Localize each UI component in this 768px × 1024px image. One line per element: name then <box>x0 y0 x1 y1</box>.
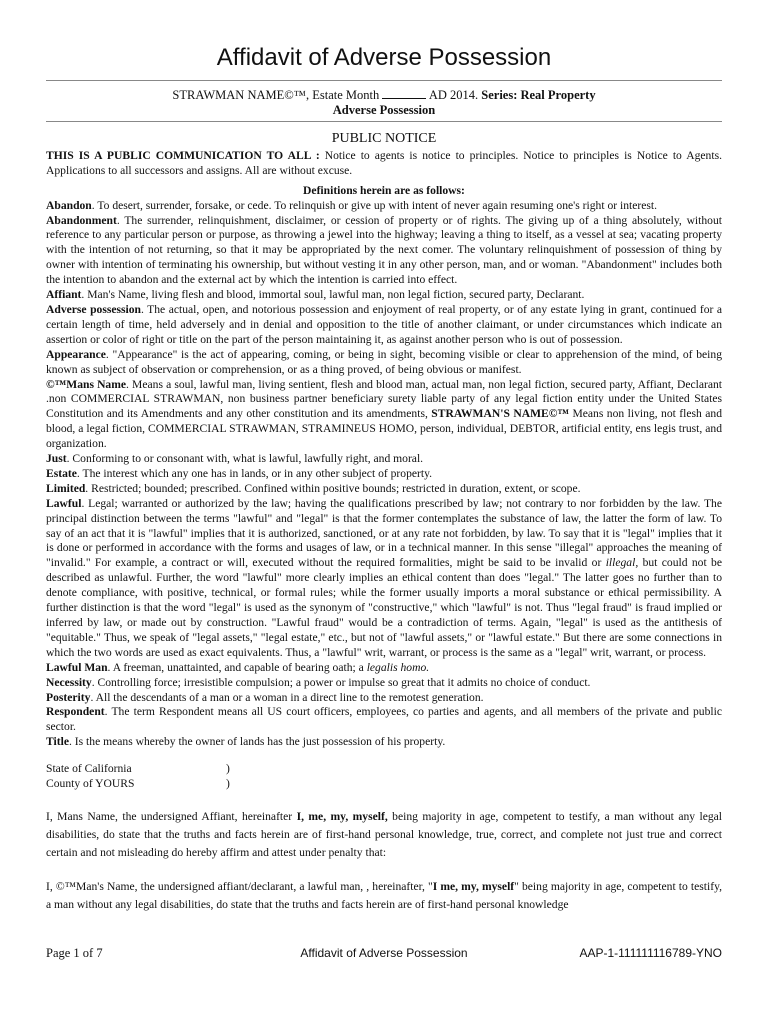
definition-item <box>46 691 722 706</box>
definition-term: Lawful <box>46 496 82 510</box>
definition-text: . "Appearance" is the act of appearing, coming, or being in sight, becoming visible or clear to apprehension of the mind, of being known as subject of observation or comprehension, or as a thing proved, of being obvious or manifest. <box>46 347 722 376</box>
definition-term: Lawful Man <box>46 660 108 674</box>
series-label: Series: Real Property <box>481 88 596 102</box>
definition-item <box>46 214 722 289</box>
definition-term: Necessity <box>46 675 92 689</box>
definition-text: . The surrender, relinquishment, disclaimer, or cession of property or of rights. The giving up of a thing absolutely, without reference to any particular person or purpose, as throwing a jewel into the highway; leaving a thing to itself, as a vessel at sea; vacating property with the intention of not returning, so that it may be appropriated by the next comer. The voluntary relinquishment of possession of thing by owner with intention of terminating his ownership, but without vesting it in any other person, man, and or woman. "Abandonment" includes both the intention to abandon and the external act by which the intention is carried into effect. <box>46 213 722 287</box>
definition-text: . Is the means whereby the owner of lands has the just possession of his property. <box>68 735 446 749</box>
statement-2-text-b: " being majority in age, competent to testify, a man without any legal disabilities, do state that the truths and facts herein are of first-hand personal knowledge <box>46 879 723 911</box>
definition-item <box>46 288 722 303</box>
definition-text: but could not be described as unlawful. Further, the word "lawful" more clearly implies an ethical content than does "legal." The latter goes no further than to denote compliance, with positive, technical, or formal rules; while the former usually imports a moral substance or ethical permissibility. A further distinction is that the word "legal" is used as the synonym of "constructive," which "lawful" is not. Thus "legal fraud" is fraud implied or inferred by law, or made out by construction. "Lawful fraud" would be a contradiction of terms. Again, "legal" is used as the antithesis of "equitable." Thus, we speak of "legal assets," "legal estate," etc., but not of "lawful assets," or "lawful estate." But there are some connections in which the two words are used as exact equivalents. Thus, a "lawful" writ, warrant, or process is the same as a "legal" writ, warrant, or process. <box>46 556 722 659</box>
statement-1-bold: I, me, my, myself, <box>296 809 388 823</box>
county-line <box>46 777 722 792</box>
footer-doc-title: Affidavit of Adverse Possession <box>300 946 468 960</box>
definition-item <box>46 303 722 348</box>
definition-item <box>46 497 722 661</box>
definition-text: . Means a soul, lawful man, living sentient, flesh and blood man, actual man, non legal fiction, secured party, Affiant, Declarant .non COMMERCIAL STRAWMAN, non business partner beneficiary surety liable party of any legal fiction entity under the United States Constitution and its Amendments and any other constitution and its amendments, <box>46 377 722 421</box>
strawman-estate-label: STRAWMAN NAME©™, Estate Month <box>172 88 380 102</box>
definition-term: Title <box>46 735 69 749</box>
definition-text: . The actual, open, and notorious possession and enjoyment of real property, or of any estate lying in grant, continued for a certain length of time, held adversely and in denial and opposition to the title of another claimant, or under circumstances which indicate an assertion or color of right or title on the part of the person maintaining it, as against another person who is out of possession. <box>46 302 722 346</box>
definitions-heading: Definitions herein are as follows: <box>303 183 465 197</box>
series-subtitle: Adverse Possession <box>332 103 436 117</box>
definition-text: . Controlling force; irresistible compulsion; a power or impulse so great that it admits no choice of conduct. <box>91 675 591 689</box>
footer-doc-id: AAP-1-111111116789-YNO <box>579 946 722 960</box>
definition-text: . Legal; warranted or authorized by the law; having the qualifications prescribed by law; not contrary to nor forbidden by the law. The principal distinction between the terms "lawful" and "legal" is that the former contemplates the substance of law, the latter the form of law. To say of an act that it is "lawful" implies that it is authorized, sanctioned, or at any rate not forbidden, by law. To say that it is "legal" implies that it is done or performed in accordance with the forms and usages of law, or in a technical manner. In this sense "illegal" approaches the meaning of "invalid." For example, a contract or will, executed without the required formalities, might be said to be invalid or <box>46 496 722 570</box>
definition-text: . The interest which any one has in lands, or in any other subject of property. <box>76 466 433 480</box>
venue-block <box>46 762 722 792</box>
definition-italic: legalis homo. <box>366 660 430 674</box>
public-notice-heading: PUBLIC NOTICE <box>331 131 437 146</box>
county-label: County of YOURS <box>46 777 135 791</box>
notice-text: Notice to agents is notice to principles. Notice to principles is Notice to Agents. Applications to all successors and assigns. All are without excuse. <box>46 148 722 177</box>
definition-item <box>46 378 722 453</box>
definition-text: . The term Respondent means all US court officers, employees, co parties and agents, and all members of the private and public sector. <box>46 705 722 734</box>
header-rule-bottom <box>46 121 722 122</box>
definition-term: STRAWMAN'S NAME©™ <box>431 407 570 421</box>
page-footer <box>46 946 722 962</box>
definition-term: Adverse possession <box>46 302 141 316</box>
definition-text: . Conforming to or consonant with, what is lawful, lawfully right, and moral. <box>66 452 424 466</box>
document-title: Affidavit of Adverse Possession <box>216 44 552 71</box>
year-label: AD 2014. <box>428 88 479 102</box>
statement-2-text-a: I, ©™Man's Name, the undersigned affiant/declarant, a lawful man, , hereinafter, " <box>46 879 433 893</box>
notice-paragraph <box>46 149 722 179</box>
definition-term: Estate <box>46 466 77 480</box>
definition-text: . Restricted; bounded; prescribed. Confined within positive bounds; restricted in duration, extent, or scope. <box>85 481 581 495</box>
definition-term: Limited <box>46 481 86 495</box>
page-number: Page 1 of 7 <box>46 946 103 960</box>
definition-text: . A freeman, unattainted, and capable of bearing oath; a <box>107 660 367 674</box>
statement-1-text-b: being majority in age, competent to testify, a man without any legal disabilities, do state that the truths and facts herein are of first-hand personal knowledge, true, correct, and complete not just true and correct certain and not misleading do hereby affirm and attest under penalty that: <box>46 809 723 859</box>
definition-text: . Man's Name, living flesh and blood, immortal soul, lawful man, non legal fiction, secured party, Declarant. <box>81 288 585 302</box>
state-paren: ) <box>226 762 230 776</box>
header-rule-top <box>46 80 722 81</box>
definition-term: Posterity <box>46 690 91 704</box>
definitions-list <box>46 199 722 751</box>
statement-1-text-a: I, Mans Name, the undersigned Affiant, hereinafter <box>46 809 297 823</box>
month-blank <box>382 88 426 99</box>
definition-item <box>46 482 722 497</box>
state-line <box>46 762 722 777</box>
definition-term: Respondent <box>46 705 105 719</box>
affiant-statement-1 <box>46 808 722 862</box>
definition-item <box>46 348 722 378</box>
state-label: State of California <box>46 762 132 776</box>
definition-text: . All the descendants of a man or a woman in a direct line to the remotest generation. <box>90 690 484 704</box>
affiant-statement-2 <box>46 878 722 914</box>
definition-term: Abandon <box>46 198 92 212</box>
series-line <box>0 88 768 103</box>
definition-term: Appearance <box>46 347 106 361</box>
definition-term: ©™Mans Name <box>46 377 127 391</box>
definition-item <box>46 705 722 735</box>
definition-item <box>46 467 722 482</box>
definition-item <box>46 676 722 691</box>
definition-term: Affiant <box>46 288 82 302</box>
definition-italic: illegal, <box>605 556 639 570</box>
definition-term: Just <box>46 452 67 466</box>
definition-item <box>46 199 722 214</box>
definition-term: Abandonment <box>46 213 117 227</box>
definition-text: Means non living, not flesh and blood, a legal fiction, COMMERCIAL STRAWMAN, STRAMINEUS HOMO, person, individual, DEBTOR, artificial entity, ens legis trust, and organization. <box>46 407 722 451</box>
definition-text: . To desert, surrender, forsake, or cede. To relinquish or give up with intent of never again resuming one's right or interest. <box>91 198 658 212</box>
definition-item <box>46 735 722 750</box>
definition-item <box>46 452 722 467</box>
definition-item <box>46 661 722 676</box>
statement-2-bold: I me, my, myself <box>432 879 515 893</box>
document-body <box>46 130 722 914</box>
notice-lead: THIS IS A PUBLIC COMMUNICATION TO ALL : <box>46 148 320 162</box>
county-paren: ) <box>226 777 230 791</box>
